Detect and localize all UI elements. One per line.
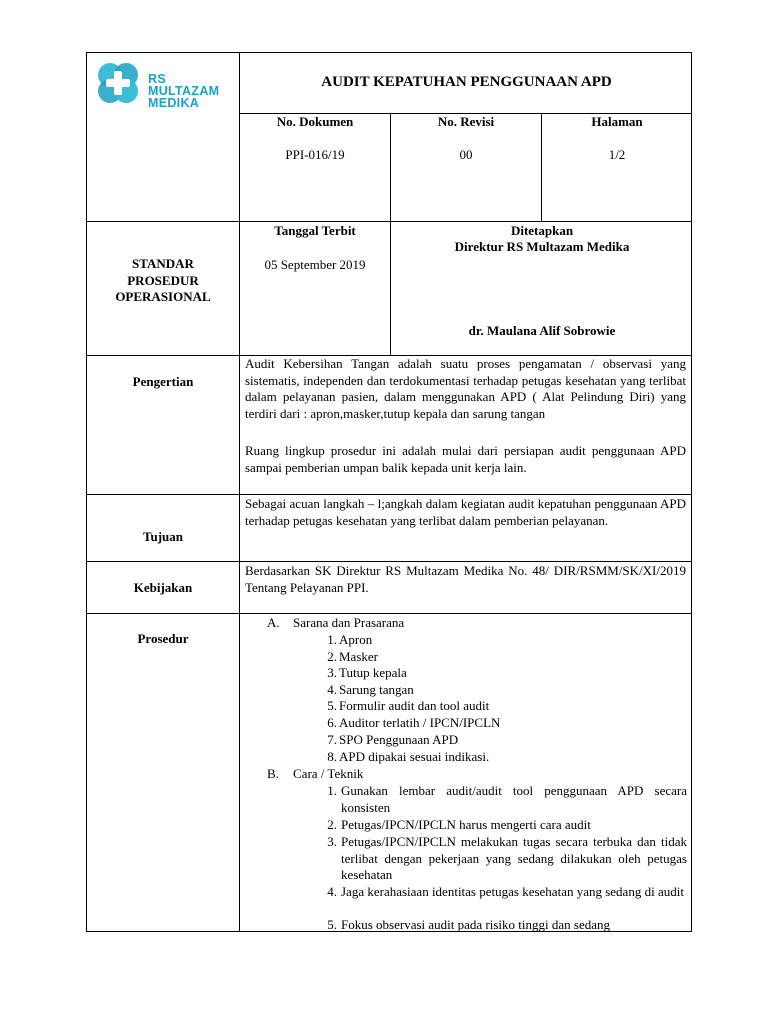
prosedur-label: Prosedur: [137, 631, 189, 646]
pengertian-paragraph-2: Ruang lingkup prosedur ini adalah mulai dari persiapan audit penggunaan APD sampai pemberian umpan balik kepada unit kerja lain.: [245, 443, 686, 475]
divider: [87, 561, 691, 562]
logo-line1: RS MULTAZAM: [148, 72, 220, 98]
no-dokumen-label: No. Dokumen: [276, 114, 354, 129]
pengertian-paragraph-1: Audit Kebersihan Tangan adalah suatu proses pengamatan / observasi yang sistematis, independen dan terdokumentasi terhadap petugas kesehatan yang terlibat dalam pelayanan pasien, dalam menggunakan APD ( Alat Pelindung Diri) yang terdiri dari : apron,masker,tutup kepala dan sarung tangan: [245, 356, 686, 421]
hospital-logo: [92, 59, 237, 110]
halaman-value: 1/2: [608, 147, 626, 162]
kebijakan-label: Kebijakan: [133, 580, 193, 595]
section-letter: B.: [267, 766, 279, 781]
kebijakan-text: Berdasarkan SK Direktur RS Multazam Medika No. 48/ DIR/RSMM/SK/XI/2019 Tentang Pelayanan PPI.: [245, 563, 686, 595]
ditetapkan-label: Ditetapkan: [510, 223, 574, 238]
spo-label: STANDAR PROSEDUR OPERASIONAL: [115, 256, 211, 304]
no-dokumen-value: PPI-016/19: [285, 147, 345, 162]
no-revisi-value: 00: [459, 147, 473, 162]
divider: [87, 494, 691, 495]
section-title: Cara / Teknik: [293, 766, 364, 781]
logo-mark-icon: [92, 59, 144, 107]
tujuan-label: Tujuan: [143, 529, 183, 544]
tanggal-terbit-label: Tanggal Terbit: [274, 223, 356, 238]
document-title: AUDIT KEPATUHAN PENGGUNAAN APD: [321, 74, 612, 90]
no-revisi-label: No. Revisi: [437, 114, 495, 129]
tanggal-terbit-value: 05 September 2019: [264, 257, 366, 272]
signer-name: dr. Maulana Alif Sobrowie: [468, 323, 616, 338]
prosedur-section-a: [267, 615, 687, 632]
divider: [87, 613, 691, 614]
section-title: Sarana dan Prasarana: [293, 615, 405, 630]
section-letter: A.: [267, 615, 280, 630]
logo-wordmark: [148, 73, 237, 109]
halaman-label: Halaman: [591, 114, 643, 129]
prosedur-section-b: [267, 766, 687, 783]
sop-document: RS MULTAZAM MEDIKA AUDIT KEPATUHAN PENGGUNAAN APD No. Dokumen PPI-016/19 No. Revisi 00 Halaman 1/2 STANDAR PROSEDUR OPERASIONAL Tanggal Terbit 05 September 2019 Ditetapkan Direktur RS Multazam Medika dr. Maulana Alif Sobrowie Pengertian Audit Kebersihan Tangan adalah suatu proses pengamatan / observasi yang sistematis, independen dan terdokumentasi terhadap petugas kesehatan yang terlibat dalam pelayanan pasien, dalam menggunakan APD ( Alat Pelindung Diri) yang terdiri dari : apron,masker,tutup kepala dan sarung tangan Ruang lingkup prosedur ini adalah mulai dari persiapan audit penggunaan APD sampai pemberian umpan balik kepada unit kerja lain. Tujuan Sebagai acuan langkah – l;angkah dalam kegiatan audit kepatuhan penggunaan APD terhadap petugas kesehatan yang terlibat dalam pemberian pelayanan. Kebijakan Berdasarkan SK Direktur RS Multazam Medika No. 48/ DIR/RSMM/SK/XI/2019 Tentang Pelayanan PPI. Prosedur A. Sarana dan Prasarana 1. Apron 2. Masker 3. Tutup kepala 4. Sarung tangan 5. Formulir audit dan tool audit 6. Auditor terlatih / IPCN/IPCLN 7. SPO Penggunaan APD 8. APD dipakai sesuai indikasi. B. Cara / Teknik 1. Gunakan lembar audit/audit tool penggunaan APD secara konsisten 2. Petugas/IPCN/IPCLN harus mengerti cara audit 3. Petugas/IPCN/IPCLN melakukan tugas secara terbuka dan tidak terlibat dengan pekerjaan yang sedang dilakukan oleh petugas kesehatan 4. Jaga kerahasiaan identitas petugas kesehatan yang sedang di audit 5. Fokus observasi audit pada risiko tinggi dan sedang: [86, 52, 692, 932]
divider: [87, 221, 691, 222]
logo-line2: MEDIKA: [148, 96, 200, 110]
divider: [239, 53, 240, 931]
pengertian-label: Pengertian: [132, 374, 194, 389]
tujuan-text: Sebagai acuan langkah – l;angkah dalam kegiatan audit kepatuhan penggunaan APD terhadap petugas kesehatan yang terlibat dalam pemberian pelayanan.: [245, 496, 686, 528]
direktur-label: Direktur RS Multazam Medika: [454, 239, 630, 254]
